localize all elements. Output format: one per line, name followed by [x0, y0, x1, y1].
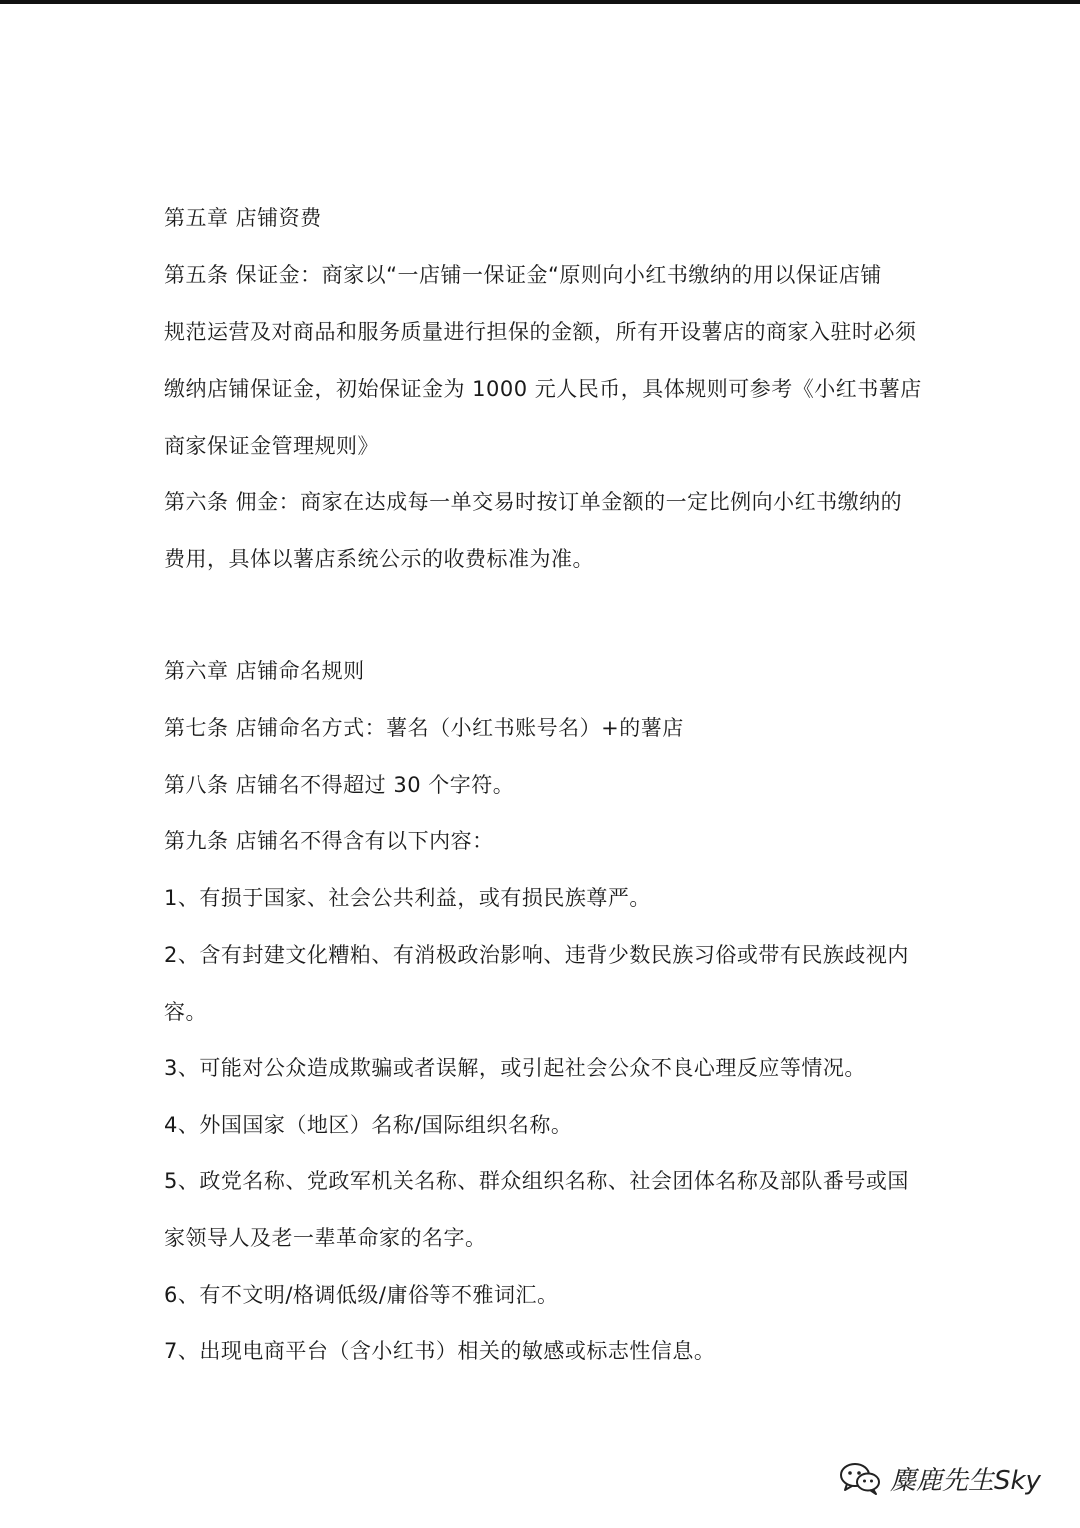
- list-item-5-line-2: 家领导人及老一辈革命家的名字。: [164, 1226, 487, 1250]
- article-9: 第九条 店铺名不得含有以下内容：: [164, 829, 494, 853]
- wechat-icon: [838, 1460, 882, 1496]
- list-item-3: 3、可能对公众造成欺骗或者误解，或引起社会公众不良心理反应等情况。: [164, 1056, 866, 1080]
- article-5-line-4: 商家保证金管理规则》: [164, 434, 379, 458]
- list-item-6: 6、有不文明/格调低级/庸俗等不雅词汇。: [164, 1283, 559, 1307]
- list-item-2-line-1: 2、含有封建文化糟粕、有消极政治影响、违背少数民族习俗或带有民族歧视内: [164, 943, 909, 967]
- article-5-line-3: 缴纳店铺保证金，初始保证金为 1000 元人民币，具体规则可参考《小红书薯店: [164, 377, 922, 401]
- top-border: [0, 0, 1080, 4]
- list-item-7: 7、出现电商平台（含小红书）相关的敏感或标志性信息。: [164, 1339, 716, 1363]
- list-item-1: 1、有损于国家、社会公共利益，或有损民族尊严。: [164, 886, 651, 910]
- article-5-line-1: 第五条 保证金：商家以“一店铺一保证金“原则向小红书缴纳的用以保证店铺: [164, 263, 882, 287]
- article-8: 第八条 店铺名不得超过 30 个字符。: [164, 773, 515, 797]
- list-item-2-line-2: 容。: [164, 1000, 207, 1024]
- article-5-line-2: 规范运营及对商品和服务质量进行担保的金额，所有开设薯店的商家入驻时必须: [164, 320, 917, 344]
- chapter-6-heading: 第六章 店铺命名规则: [164, 659, 365, 683]
- article-6-line-1: 第六条 佣金：商家在达成每一单交易时按订单金额的一定比例向小红书缴纳的: [164, 490, 903, 514]
- chapter-5-heading: 第五章 店铺资费: [164, 206, 322, 230]
- article-7: 第七条 店铺命名方式：薯名（小红书账号名）+的薯店: [164, 716, 684, 740]
- list-item-4: 4、外国国家（地区）名称/国际组织名称。: [164, 1113, 573, 1137]
- watermark: [838, 1458, 1041, 1498]
- article-6-line-2: 费用，具体以薯店系统公示的收费标准为准。: [164, 547, 594, 571]
- list-item-5-line-1: 5、政党名称、党政军机关名称、群众组织名称、社会团体名称及部队番号或国: [164, 1169, 909, 1193]
- watermark-text: 麋鹿先生Sky: [890, 1465, 1041, 1496]
